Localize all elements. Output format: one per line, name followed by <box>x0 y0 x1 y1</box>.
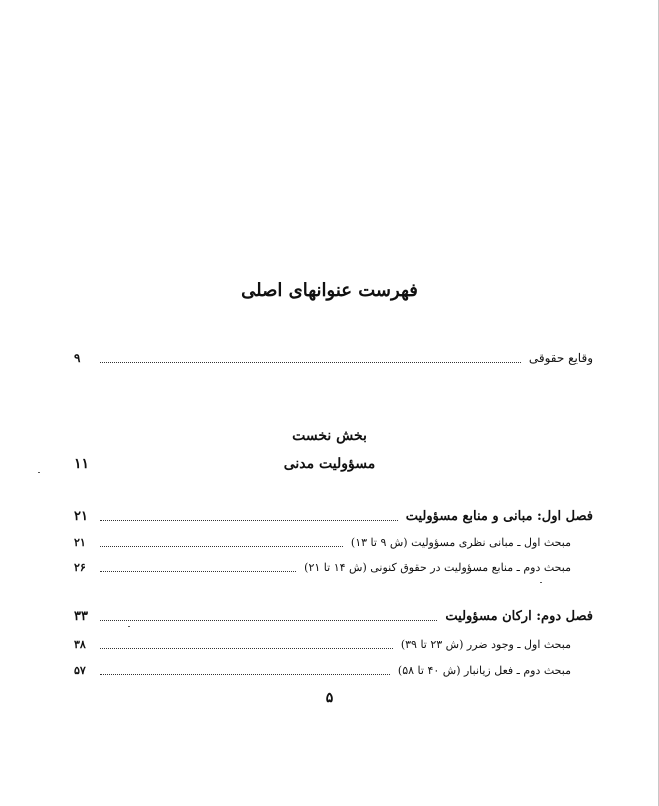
toc-chapter-title: فصل دوم: ارکان مسؤولیت <box>445 608 593 624</box>
toc-section-page: ۳۸ <box>74 637 86 651</box>
toc-chapter-page: ۳۳ <box>74 608 88 624</box>
toc-section-2-1 <box>74 634 571 654</box>
print-speck <box>128 626 130 627</box>
part-label: بخش نخست <box>292 428 367 444</box>
toc-section-1-2 <box>74 557 571 577</box>
toc-entry-intro <box>74 348 593 368</box>
dot-leader <box>100 571 296 572</box>
toc-chapter-1 <box>74 506 593 526</box>
part-page: ۱۱ <box>74 456 90 472</box>
dot-leader <box>100 520 398 521</box>
dot-leader <box>100 546 343 547</box>
toc-section-page: ۲۱ <box>74 535 86 549</box>
print-speck <box>540 582 542 583</box>
dot-leader <box>100 620 437 621</box>
dot-leader <box>100 674 390 675</box>
toc-chapter-page: ۲۱ <box>74 508 88 524</box>
toc-section-title: مبحث اول ـ وجود ضرر (ش ۲۳ تا ۳۹) <box>400 637 571 651</box>
toc-section-title: مبحث دوم ـ فعل زیانبار (ش ۴۰ تا ۵۸) <box>397 663 571 677</box>
toc-entry-page: ۹ <box>74 351 81 365</box>
toc-chapter-title: فصل اول: مبانی و منابع مسؤولیت <box>405 508 593 524</box>
toc-chapter-2 <box>74 606 593 626</box>
page-number: ۵ <box>325 690 334 706</box>
part-title: مسؤولیت مدنی <box>283 456 376 472</box>
toc-section-2-2 <box>74 660 571 680</box>
toc-section-page: ۲۶ <box>74 560 86 574</box>
toc-section-page: ۵۷ <box>74 663 86 677</box>
dot-leader <box>100 648 393 649</box>
dot-leader <box>100 362 521 363</box>
toc-section-title: مبحث اول ـ مبانی نظری مسؤولیت (ش ۹ تا ۱۳) <box>350 535 571 549</box>
toc-heading: فهرست عنوانهای اصلی <box>241 280 418 301</box>
toc-section-title: مبحث دوم ـ منابع مسؤولیت در حقوق کنونی (ش ۱۴ تا ۲۱) <box>304 560 571 574</box>
toc-entry-title: وقایع حقوقی <box>528 351 593 365</box>
toc-section-1-1 <box>74 532 571 552</box>
print-speck <box>38 472 40 473</box>
